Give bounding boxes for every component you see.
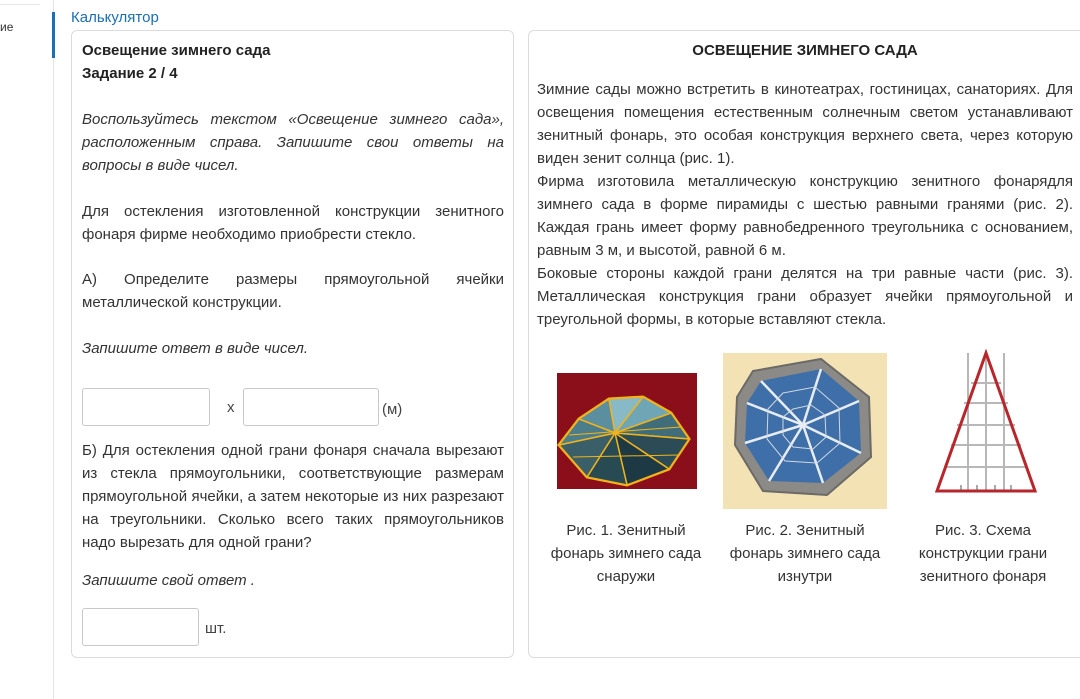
answer-a-height-input[interactable]	[243, 388, 379, 426]
sidebar-divider	[0, 4, 40, 5]
answer-a-width-input[interactable]	[82, 388, 210, 426]
unit-a-label: (м)	[382, 401, 403, 418]
unit-b-label: шт.	[205, 620, 227, 637]
face-frame-diagram	[931, 349, 1041, 497]
article-title: ОСВЕЩЕНИЕ ЗИМНЕГО САДА	[692, 42, 918, 59]
task-intro: Для остекления изготовленной конструкции зенитного фонаря фирме необходимо приобрести стекло.	[82, 203, 504, 243]
hint-b: Запишите свой ответ .	[82, 572, 255, 589]
task-number: Задание 2 / 4	[82, 65, 178, 82]
sidebar	[0, 0, 54, 699]
article-panel	[528, 30, 1080, 658]
task-panel	[71, 30, 514, 658]
calculator-link[interactable]: Калькулятор	[71, 9, 159, 26]
article-paragraph: Боковые стороны каждой грани делятся на три равные части (рис. 3). Металлическая конструкция грани образует ячейки прямоугольной и треугольной формы, в которые вставляют стекла.	[537, 265, 1073, 328]
figure-2-caption: Рис. 2. Зенитный фонарь зимнего сада изнутри	[729, 522, 881, 585]
answer-b-input[interactable]	[82, 608, 199, 646]
question-b: Б) Для остекления одной грани фонаря сначала вырезают из стекла прямоугольники, соответствующие размерам прямоугольной ячейки, а затем некоторые из них разрезают на треугольники. Сколько всего таких прямоугольников надо вырезать для одной грани?	[82, 442, 504, 551]
skylight-outside-photo	[557, 373, 697, 489]
skylight-inside-photo	[723, 353, 887, 509]
article-paragraph: Зимние сады можно встретить в кинотеатрах, гостиницах, санаториях. Для освещения помещения естественным солнечным светом устанавливают зенитный фонарь, это особая конструкция верхнего света, через которую виден зенит солнца (рис. 1).	[537, 81, 1073, 167]
article-text	[537, 78, 1073, 331]
task-title: Освещение зимнего сада	[82, 42, 271, 59]
times-sign: x	[227, 399, 235, 416]
active-indicator	[52, 12, 55, 58]
figure-1-caption: Рис. 1. Зенитный фонарь зимнего сада снаружи	[550, 522, 702, 585]
article-paragraph: Фирма изготовила металлическую конструкцию зенитного фонарядля зимнего сада в форме пирамиды с шестью равными гранями (рис. 2). Каждая грань имеет форму равнобедренного треугольника с основанием, равным 3 м, и высотой, равной 6 м.	[537, 173, 1073, 259]
figure-3-caption: Рис. 3. Схема конструкции грани зенитного фонаря	[918, 522, 1048, 585]
question-a: А) Определите размеры прямоугольной ячейки металлической конструкции.	[82, 271, 504, 311]
sidebar-item-label[interactable]: ие	[0, 20, 14, 34]
hint-a: Запишите ответ в виде чисел.	[82, 340, 308, 357]
task-instruction: Воспользуйтесь текстом «Освещение зимнего сада», расположенным справа. Запишите свои ответы на вопросы в виде чисел.	[82, 111, 504, 174]
